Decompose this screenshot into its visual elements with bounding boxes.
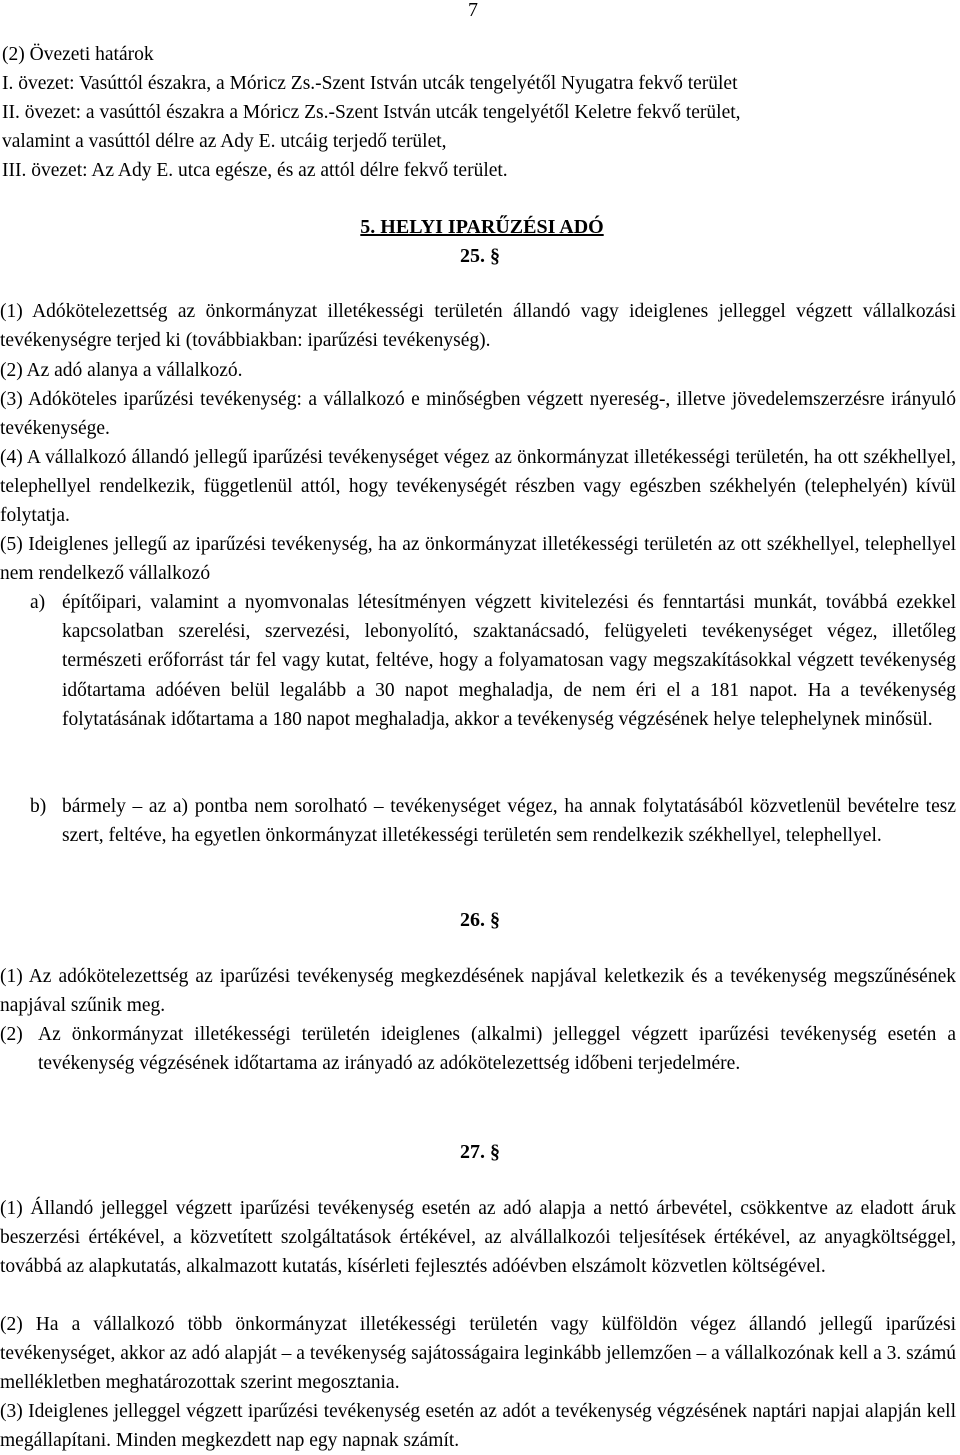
- zone-3-text: III. övezet: Az Ady E. utca egésze, és az attól délre fekvő terület.: [2, 160, 508, 181]
- page-number: 7: [468, 0, 478, 21]
- section-27-para-1: (1) Állandó jelleggel végzett iparűzési tevékenység esetén az adó alapja a nettó árbevétel, csökkentve az eladott áruk beszerzési értékével, a közvetített szolgáltatások értékével, az alvállalkozói teljesítések értékével, az anyagköltséggel, továbbá az alapkutatás, alkalmazott kutatás, kísérleti fejlesztés adóévben elszámolt közvetlen költségével.: [0, 1198, 956, 1277]
- zone-2-text: II. övezet: a vasúttól északra a Móricz Zs.-Szent István utcák tengelyétől Keletre fekvő terület,: [2, 102, 741, 123]
- section-26-para-2-label: (2): [0, 1024, 23, 1045]
- section-25-para-5: (5) Ideiglenes jellegű az iparűzési tevékenység, ha az önkormányzat illetékességi területén az ott székhellyel, telephellyel nem rendelkező vállalkozó: [0, 534, 956, 584]
- item-b-label: b): [30, 796, 47, 817]
- section-25-item-b: [30, 792, 956, 850]
- section-26-para-1: (1) Az adókötelezettség az iparűzési tevékenység megkezdésének napjával keletkezik és a tevékenység megszűnésének napjával szűnik meg.: [0, 966, 956, 1016]
- zone-1-text: I. övezet: Vasúttól északra, a Móricz Zs.-Szent István utcák tengelyétől Nyugatra fekvő terület: [2, 73, 738, 94]
- zones-heading: (2) Övezeti határok: [2, 44, 154, 65]
- section-26-heading: 26. §: [460, 909, 500, 931]
- section-25-para-2: (2) Az adó alanya a vállalkozó.: [0, 360, 243, 381]
- zone-boundaries: [0, 40, 960, 185]
- section-27-para-3: (3) Ideiglenes jelleggel végzett iparűzési tevékenység esetén az adót a tevékenység végzésének naptári napjai alapján kell megállapítani. Minden megkezdett nap egy napnak számít.: [0, 1401, 956, 1451]
- section-25-item-a: [30, 588, 956, 734]
- section-25-heading: 25. §: [460, 245, 500, 267]
- section-26-para-2-text: Az önkormányzat illetékességi területén ideiglenes (alkalmi) jelleggel végzett iparűzési tevékenység esetén a tevékenység végzésének időtartama az irányadó az adókötelezettség időbeni terjedelmére.: [38, 1024, 956, 1075]
- chapter-title: [2, 215, 960, 239]
- section-27-para-2: (2) Ha a vállalkozó több önkormányzat illetékességi területén vagy külföldön végez állandó jellegű iparűzési tevékenységet, akkor az adó alapját – a tevékenység sajátosságaira leginkább jellemzően – a vállalkozónak kell a 3. számú mellékletben meghatározottak szerint megosztania.: [0, 1314, 956, 1393]
- section-27-heading: 27. §: [460, 1141, 500, 1163]
- section-26-para-2: [0, 1020, 956, 1078]
- item-a-label: a): [30, 592, 46, 613]
- section-25-para-3: (3) Adóköteles iparűzési tevékenység: a vállalkozó e minőségben végzett nyereség-, illetve jövedelemszerzésre irányuló tevékenysége.: [0, 389, 956, 439]
- zone-2-text-cont: valamint a vasúttól délre az Ady E. utcáig terjedő terület,: [2, 131, 447, 152]
- chapter-title-text: 5. HELYI IPARŰZÉSI ADÓ: [360, 216, 604, 238]
- section-25-para-4: (4) A vállalkozó állandó jellegű iparűzési tevékenységet végez az önkormányzat illetékességi területén, ha ott székhellyel, telephellyel rendelkezik, függetlenül attól, hogy tevékenységét részben vagy egészben székhelyén (telephelyén) kívül folytatja.: [0, 447, 956, 526]
- item-a-text: építőipari, valamint a nyomvonalas létesítményen végzett kivitelezési és fenntartási munkát, továbbá ezekkel kapcsolatban szerelési, szervezési, lebonyolító, szaktanácsadó, felügyeleti tevékenységet végez, illetőleg természeti erőforrást tár fel vagy kutat, feltéve, hogy a folyamatosan vagy megszakításokkal végzett tevékenység időtartama adóéven belül legalább a 30 napot meghaladja, de nem éri el a 181 napot. Ha a tevékenység folytatásának időtartama a 180 napot meghaladja, akkor a tevékenység végzésének helye telephelynek minősül.: [62, 592, 956, 730]
- section-25-para-1: (1) Adókötelezettség az önkormányzat illetékességi területén állandó vagy ideiglenes jelleggel végzett vállalkozási tevékenységre terjed ki (továbbiakban: iparűzési tevékenység).: [0, 301, 956, 351]
- item-b-text: bármely – az a) pontba nem sorolható – tevékenységet végez, ha annak folytatásából közvetlenül bevételre tesz szert, feltéve, ha egyetlen önkormányzat illetékességi területén sem rendelkezik székhellyel, telephellyel.: [62, 796, 956, 847]
